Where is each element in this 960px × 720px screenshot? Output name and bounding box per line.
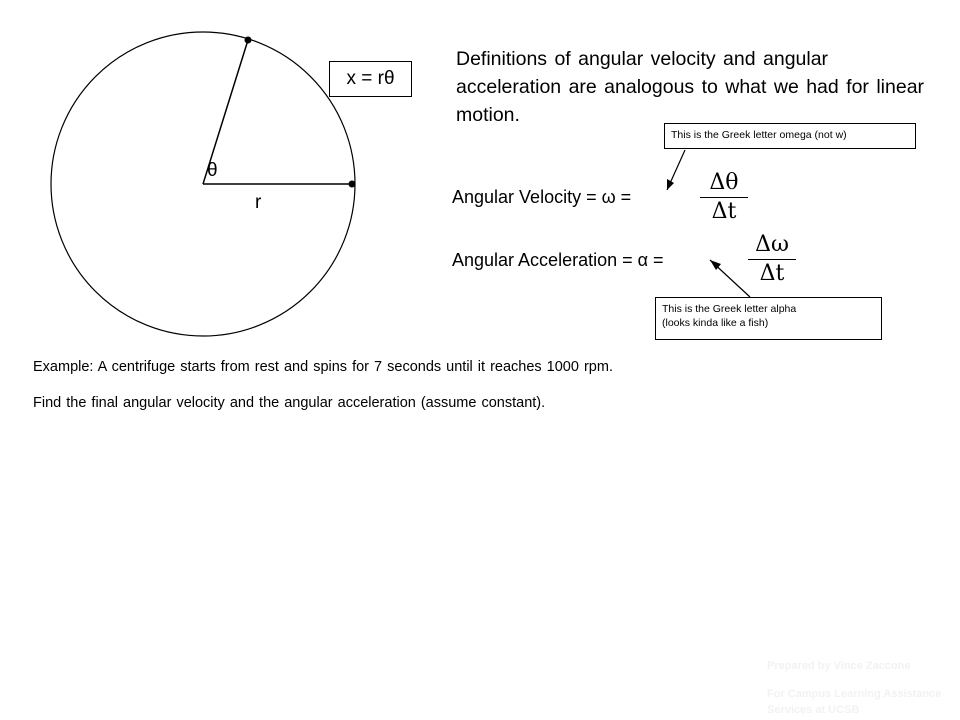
point-on-circle-right — [349, 181, 356, 188]
fraction-numerator: Δω — [755, 232, 789, 257]
fraction-denominator: Δt — [711, 199, 737, 224]
arrowhead-omega — [667, 179, 674, 190]
arc-length-formula-box: x = rθ — [329, 61, 412, 97]
credit-organization: For Campus Learning Assistance Services at UCSB — [767, 688, 942, 716]
radius-label: r — [255, 192, 262, 213]
angular-velocity-label: Angular Velocity = ω = — [452, 187, 632, 207]
alpha-note-line2: (looks kinda like a fish) — [662, 317, 769, 329]
point-on-circle-top — [245, 37, 252, 44]
fraction-numerator: Δθ — [709, 170, 739, 195]
fraction-bar — [748, 259, 796, 260]
alpha-note-line1: This is the Greek letter alpha — [662, 303, 797, 315]
intro-text: Definitions of angular velocity and angular acceleration are analogous to what we had for linear motion. — [456, 48, 925, 126]
angular-velocity-fraction — [700, 170, 748, 225]
angular-acceleration-fraction — [748, 232, 796, 287]
omega-note: This is the Greek letter omega (not w) — [664, 123, 916, 149]
example-line-2: Find the final angular velocity and the angular acceleration (assume constant). — [33, 395, 546, 411]
alpha-note — [655, 297, 882, 340]
fraction-denominator: Δt — [759, 261, 785, 286]
angular-acceleration-label: Angular Acceleration = α = — [452, 250, 664, 270]
credit-author: Prepared by Vince Zaccone — [767, 660, 911, 672]
example-line-1: Example: A centrifuge starts from rest and spins for 7 seconds until it reaches 1000 rpm. — [33, 359, 613, 375]
theta-label: θ — [207, 160, 218, 181]
fraction-bar — [700, 197, 748, 198]
